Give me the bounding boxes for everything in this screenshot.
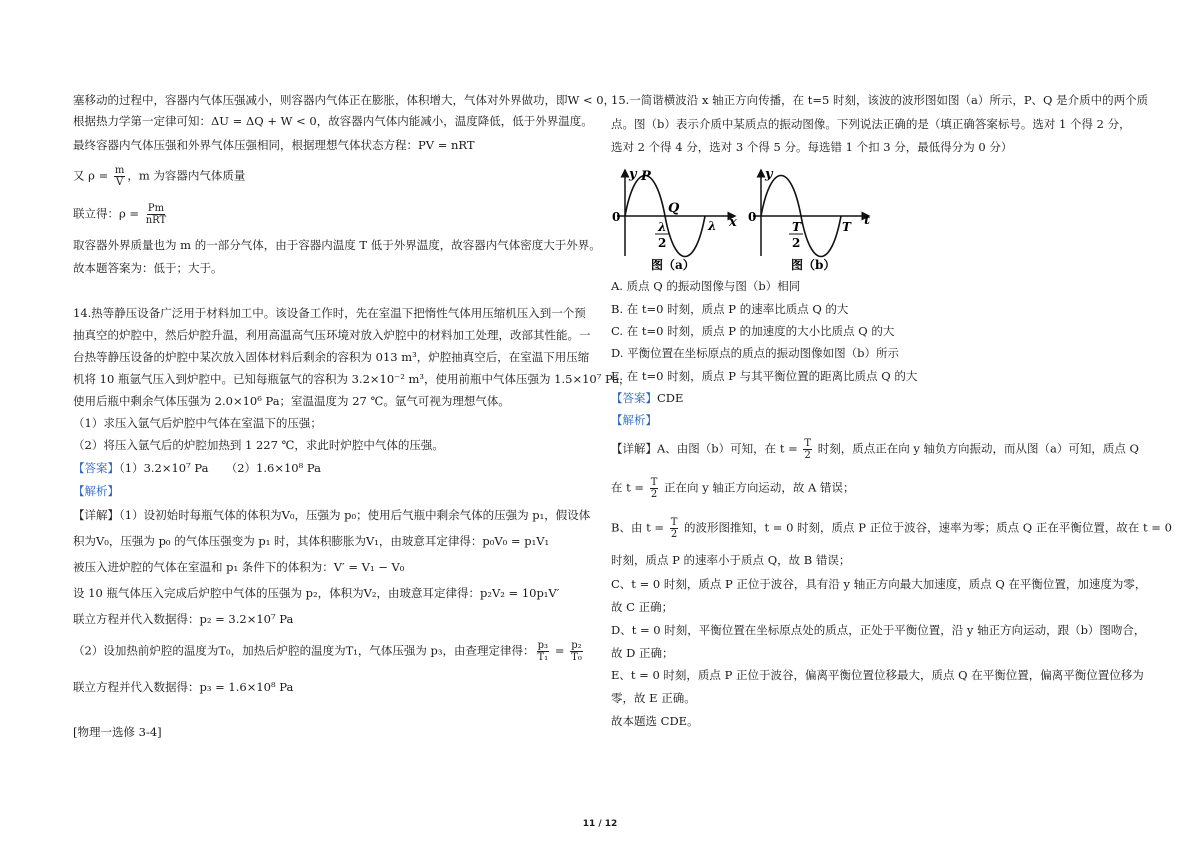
page-number: 11 / 12	[582, 819, 618, 829]
answer-line: 【答案】CDE	[611, 391, 684, 405]
detail-line: 时刻，质点 P 的速率小于质点 Q，故 B 错误；	[611, 553, 851, 567]
detail-line: 联立方程并代入数据得：p₂ = 3.2×10⁷ Pa	[73, 612, 294, 626]
detail-line: D、t = 0 时刻，平衡位置在坐标原点处的质点，正处于平衡位置，沿 y 轴正方向运动，跟（b）图吻合，	[611, 623, 1146, 637]
option-c: C. 在 t=0 时刻，质点 P 的加速度的大小比质点 Q 的大	[611, 324, 895, 338]
detail-line: 【详解】A、由图（b）可知，在 t = $\frac{T}{2}$ 时刻，质点正在向 y 轴负方向振动，而从图（a）可知，质点 Q	[611, 438, 1139, 461]
answer-line: 【答案】（1）3.2×10⁷ Pa （2）1.6×10⁸ Pa	[73, 461, 321, 475]
question-14-text: 14.热等静压设备广泛用于材料加工中。该设备工作时，先在室温下把惰性气体用压缩机压入到一个预	[73, 306, 586, 320]
question-14-text: 使用后瓶中剩余气体压强为 2.0×10⁶ Pa；室温温度为 27 ℃。氩气可视为理想气体。	[73, 394, 510, 408]
question-15-text: 15.一简谐横波沿 x 轴正方向传播，在 t=5 时刻，该波的波形图如图（a）所示，P、Q 是介质中的两个质	[611, 93, 1149, 107]
figure-b	[748, 167, 870, 272]
origin-label: 0	[748, 210, 757, 224]
detail-line: 【详解】（1）设初始时每瓶气体的体积为V₀，压强为 p₀；使用后气瓶中剩余气体的压强为 p₁，假设体	[73, 508, 591, 522]
detail-line: 被压入进炉腔的气体在室温和 p₁ 条件下的体积为：V′ = V₁ − V₀	[73, 560, 405, 574]
half-lambda-num: λ	[658, 220, 667, 234]
figure-b-caption: 图（b）	[791, 258, 836, 272]
answer-tag: 【答案】	[611, 391, 657, 405]
origin-label: 0	[612, 210, 621, 224]
option-b: B. 在 t=0 时刻，质点 P 的速率比质点 Q 的大	[611, 302, 849, 316]
option-a: A. 质点 Q 的振动图像与图（b）相同	[611, 279, 801, 293]
question-14-text: 抽真空的炉腔中，然后炉腔升温，利用高温高气压环境对放入炉腔中的材料加工处理，改部其性能。一	[73, 328, 591, 342]
detail-line: 零，故 E 正确。	[611, 691, 696, 705]
analysis-tag: 【解析】	[611, 413, 657, 427]
x-axis-label: x	[729, 215, 737, 230]
lambda-label: λ	[708, 219, 717, 233]
detail-line: 故本题选 CDE。	[611, 714, 699, 728]
figure-a-caption: 图（a）	[651, 258, 695, 272]
sub-question-2: （2）将压入氩气后的炉腔加热到 1 227 ℃，求此时炉腔中气体的压强。	[73, 438, 444, 452]
section-heading: [物理一选修 3-4]	[73, 725, 162, 739]
figure-a	[612, 167, 737, 272]
y-axis-label: y	[765, 167, 773, 182]
y-axis-label: y	[629, 167, 637, 182]
density-formula: 又 ρ = $\frac{m}{V}$ ，m 为容器内气体质量	[73, 165, 246, 188]
text-line: 故本题答案为：低于；大于。	[73, 261, 223, 275]
question-15-text: 选对 2 个得 4 分，选对 3 个得 5 分。每选错 1 个扣 3 分，最低得分为 0 分）	[611, 140, 1013, 154]
text-line: 最终容器内气体压强和外界气体压强相同，根据理想气体状态方程：PV = nRT	[73, 138, 475, 152]
detail-line: 联立方程并代入数据得：p₃ = 1.6×10⁸ Pa	[73, 680, 294, 694]
period-label: T	[842, 220, 851, 234]
half-period-num: T	[792, 220, 801, 234]
detail-line: 故 C 正确；	[611, 600, 674, 614]
point-p-label: P	[641, 169, 651, 184]
text-line: 根据热力学第一定律可知：ΔU = ΔQ + W < 0，故容器内气体内能减小，温度降低，低于外界温度。	[73, 114, 593, 128]
detail-line: 设 10 瓶气体压入完成后炉腔中气体的压强为 p₂，体积为V₂，由玻意耳定律得：p₂V₂ = 10p₁V′	[73, 586, 560, 600]
t-axis-label: t	[864, 213, 871, 228]
text-line: 取容器外界质量也为 m 的一部分气体，由于容器内温度 T 低于外界温度，故容器内气体密度大于外界。	[73, 238, 601, 252]
question-14-text: 机将 10 瓶氩气压入到炉腔中。已知每瓶氩气的容积为 3.2×10⁻² m³，使用前瓶中气体压强为 1.5×10⁷ Pa，	[73, 372, 631, 386]
point-q-label: Q	[668, 201, 680, 216]
option-e: E. 在 t=0 时刻，质点 P 与其平衡位置的距离比质点 Q 的大	[611, 369, 918, 383]
detail-line: B、由 t = $\frac{T}{2}$ 的波形图推知，t = 0 时刻，质点 P 正位于波谷，速率为零；质点 Q 正在平衡位置，故在 t = 0	[611, 517, 1172, 540]
half-period-den: 2	[792, 236, 801, 250]
detail-line: E、t = 0 时刻，质点 P 正位于波谷，偏离平衡位置位移最大，质点 Q 在平衡位置，偏离平衡位置位移为	[611, 668, 1144, 682]
wave-figures	[611, 164, 881, 274]
combined-formula: 联立得：ρ = $\frac{Pm}{\text{nRT}}$	[73, 203, 167, 226]
half-lambda-den: 2	[658, 236, 667, 250]
charles-law-line: （2）设加热前炉腔的温度为T₀，加热后炉腔的温度为T₁，气体压强为 p₃，由查理定律得： $\frac{\text{p₃}}{\text{T₁}}$ = $\frac{\text{p₂}}{\text{T₀}}$	[73, 640, 582, 663]
text-line: 塞移动的过程中，容器内气体压强减小，则容器内气体正在膨胀，体积增大，气体对外界做功，即W < 0，	[73, 93, 616, 107]
question-15-text: 点。图（b）表示介质中某质点的振动图像。下列说法正确的是（填正确答案标号。选对 1 个得 2 分，	[611, 117, 1131, 131]
detail-line: 积为V₀，压强为 p₀ 的气体压强变为 p₁ 时，其体积膨胀为V₁，由玻意耳定律得：p₀V₀ = p₁V₁	[73, 534, 550, 548]
detail-line: C、t = 0 时刻，质点 P 正位于波谷，具有沿 y 轴正方向最大加速度，质点 Q 在平衡位置，加速度为零，	[611, 577, 1147, 591]
question-14-text: 台热等静压设备的炉腔中某次放入固体材料后剩余的容积为 013 m³，炉腔抽真空后，在室温下用压缩	[73, 350, 590, 364]
sub-question-1: （1）求压入氩气后炉腔中气体在室温下的压强；	[73, 416, 322, 430]
option-d: D. 平衡位置在坐标原点的质点的振动图像如图（b）所示	[611, 346, 899, 360]
answer-tag: 【答案】	[73, 461, 119, 475]
analysis-tag: 【解析】	[73, 484, 119, 498]
detail-line: 在 t = $\frac{T}{2}$ 正在向 y 轴正方向运动，故 A 错误；	[611, 477, 855, 500]
detail-line: 故 D 正确；	[611, 646, 674, 660]
